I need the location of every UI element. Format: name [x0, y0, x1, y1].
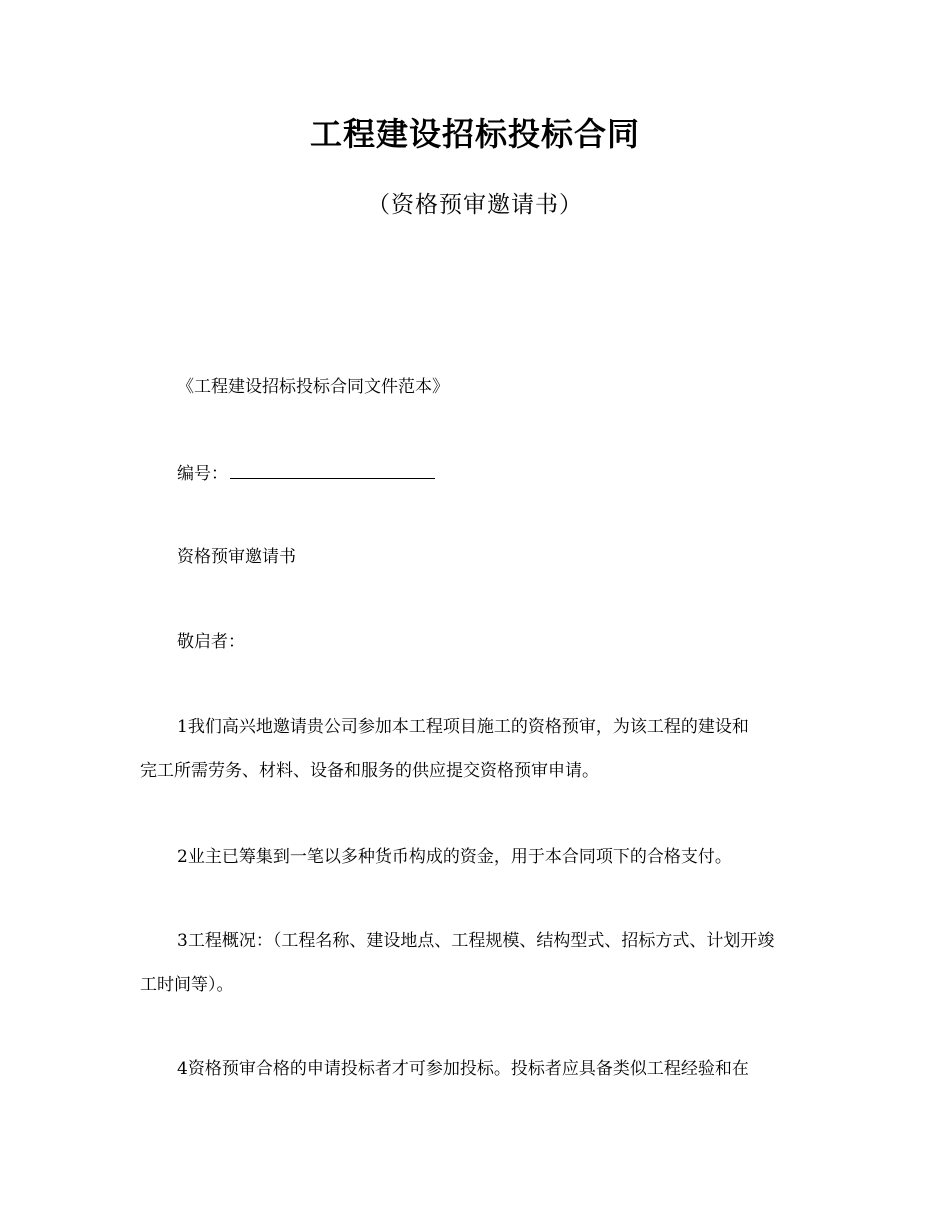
- paragraph-2-line-1: 2业主已筹集到一笔以多种货币构成的资金，用于本合同项下的合格支付。: [177, 847, 732, 867]
- serial-number-label: 编号：: [177, 464, 228, 484]
- document-subtitle: （资格预审邀请书）: [367, 192, 583, 218]
- paragraph-1-line-2: 完工所需劳务、材料、设备和服务的供应提交资格预审申请。: [140, 761, 599, 781]
- document-title: 工程建设招标投标合同: [309, 115, 640, 153]
- serial-number-line: [177, 460, 435, 486]
- salutation: 敬启者：: [177, 632, 245, 652]
- paragraph-1-line-1: 1我们高兴地邀请贵公司参加本工程项目施工的资格预审，为该工程的建设和: [177, 717, 749, 737]
- paragraph-4-line-1: 4资格预审合格的申请投标者才可参加投标。投标者应具备类似工程经验和在: [177, 1059, 749, 1079]
- paragraph-3-line-1: 3工程概况：（工程名称、建设地点、工程规模、结构型式、招标方式、计划开竣: [177, 931, 775, 951]
- serial-number-blank: [230, 460, 435, 479]
- paragraph-3-line-2: 工时间等）。: [140, 975, 234, 995]
- section-heading: 资格预审邀请书: [177, 547, 296, 567]
- reference-template-line: 《工程建设招标投标合同文件范本》: [177, 377, 449, 397]
